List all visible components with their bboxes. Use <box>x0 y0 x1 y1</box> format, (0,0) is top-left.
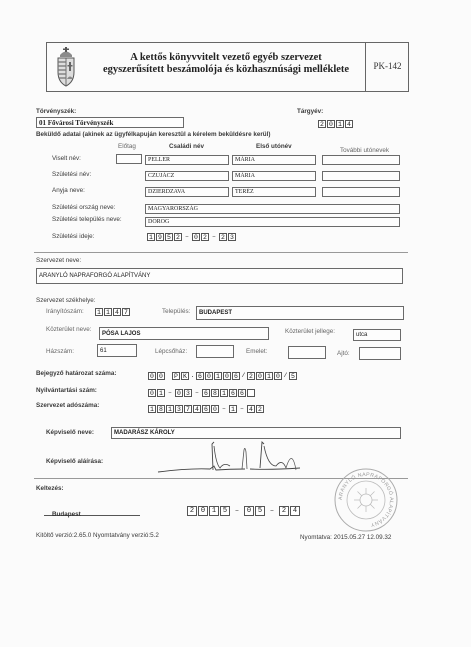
dot-separator: . <box>190 372 195 379</box>
birth-first-field[interactable]: MÁRIA <box>232 171 316 181</box>
resolution-field[interactable] <box>148 372 298 380</box>
name-prefix-field[interactable] <box>116 154 142 164</box>
digit-cell: 3 <box>175 405 183 413</box>
digit-cell: 4 <box>193 405 201 413</box>
birth-other-field[interactable] <box>322 171 400 181</box>
digit-cell: 1 <box>147 233 155 241</box>
seat-label: Szervezet székhelye: <box>36 297 96 304</box>
digit-cell: 6 <box>232 372 240 380</box>
form-title-line1: A kettős könyvvitelt vezető egyéb szervezet <box>130 52 322 63</box>
digit-cell: 4 <box>113 308 121 316</box>
digit-cell: 0 <box>327 120 335 128</box>
form-code: PK-142 <box>373 61 402 71</box>
city-field[interactable]: BUDAPEST <box>196 306 404 320</box>
year-label: Tárgyév: <box>297 108 324 115</box>
dated-date-field[interactable] <box>187 506 301 516</box>
dash-separator: – <box>222 405 226 412</box>
door-label: Ajtó: <box>337 350 350 357</box>
dated-place-value: Budapest <box>52 511 81 518</box>
footer-version: Kitöltő verzió:2.65.0 Nyomtatvány verzió:5.2 <box>36 532 159 539</box>
digit-cell: 8 <box>211 389 219 397</box>
street-label: Közterület neve: <box>46 326 92 333</box>
mother-first-field[interactable]: TERÉZ <box>232 187 316 197</box>
name-first-field[interactable]: MÁRIA <box>232 155 316 165</box>
street-type-field[interactable]: utca <box>353 329 401 341</box>
digit-cell: 1 <box>265 372 273 380</box>
digit-cell: 6 <box>229 389 237 397</box>
digit-cell <box>247 389 255 397</box>
country-label: Születési ország neve: <box>52 204 116 211</box>
digit-cell: 2 <box>187 506 197 516</box>
digit-cell: 4 <box>247 405 255 413</box>
digit-cell: 4 <box>345 120 353 128</box>
digit-cell: 3 <box>184 389 192 397</box>
dash-separator: – <box>195 389 199 396</box>
mother-other-field[interactable] <box>322 187 400 197</box>
digit-cell: 0 <box>274 372 282 380</box>
digit-cell: 1 <box>166 405 174 413</box>
digit-cell: 1 <box>229 405 237 413</box>
dated-place-field[interactable] <box>44 503 140 516</box>
digit-cell: 4 <box>290 506 300 516</box>
date-label: Születési ideje: <box>52 233 95 240</box>
section-divider <box>34 252 408 253</box>
birth-name-label: Születési név: <box>52 171 92 178</box>
country-field[interactable]: MAGYARORSZÁG <box>145 204 400 214</box>
tax-field[interactable] <box>148 405 265 413</box>
digit-cell: 1 <box>209 506 219 516</box>
form-title-line2: egyszerűsített beszámolója és közhasznúsági melléklete <box>102 64 350 75</box>
digit-cell: 7 <box>184 405 192 413</box>
name-family-field[interactable]: PELLER <box>145 155 229 165</box>
house-label: Házszám: <box>46 348 74 355</box>
street-field[interactable]: PÓSA LAJOS <box>99 327 269 340</box>
digit-cell: 9 <box>156 233 164 241</box>
signature-image <box>150 436 330 478</box>
staircase-field[interactable] <box>196 345 234 358</box>
coat-of-arms-icon <box>53 46 79 88</box>
dated-label: Keltezés: <box>36 485 64 492</box>
col-other: További utónevek <box>340 147 390 154</box>
digit-cell: 7 <box>122 308 130 316</box>
digit-cell: 0 <box>148 389 156 397</box>
court-field[interactable]: 01 Fővárosi Törvényszék <box>36 117 184 128</box>
digit-cell: K <box>181 372 189 380</box>
zip-label: Irányítószám: <box>46 308 84 315</box>
digit-cell: 0 <box>157 372 165 380</box>
birth-date-field[interactable] <box>147 233 237 241</box>
digit-cell: 2 <box>279 506 289 516</box>
digit-cell: 5 <box>255 506 265 516</box>
digit-cell: 0 <box>244 506 254 516</box>
mother-family-field[interactable]: DZIERDZAVA <box>145 187 229 197</box>
digit-cell: 1 <box>220 389 228 397</box>
city-label: Település: <box>162 308 191 315</box>
digit-cell: 2 <box>174 233 182 241</box>
digit-cell: 0 <box>198 506 208 516</box>
digit-cell: 1 <box>157 389 165 397</box>
birth-family-field[interactable]: CZUJÁCZ <box>145 171 229 181</box>
sender-heading: Beküldő adatai (akinek az ügyfélkapuján keresztül a kérelem beküldésre kerül) <box>36 131 271 138</box>
mother-label: Anyja neve: <box>52 187 85 194</box>
col-prefix: Előtag <box>118 143 136 150</box>
tax-label: Szervezet adószáma: <box>36 402 100 409</box>
dash-separator: – <box>212 233 216 240</box>
col-family: Családi név <box>169 143 204 150</box>
house-field[interactable]: 61 <box>97 344 137 357</box>
digit-cell: 8 <box>157 405 165 413</box>
zip-field[interactable] <box>95 308 131 316</box>
registry-field[interactable] <box>148 389 256 397</box>
form-title <box>87 52 365 76</box>
org-name-label: Szervezet neve: <box>36 257 82 264</box>
digit-cell: 0 <box>256 372 264 380</box>
digit-cell: 1 <box>336 120 344 128</box>
stamp-ring-text: ARANYLÓ NAPRAFORGÓ ALAPÍTVÁNY <box>337 471 395 528</box>
digit-cell: 6 <box>202 405 210 413</box>
floor-label: Emelet: <box>246 348 268 355</box>
rep-signature-label: Képviselő aláírása: <box>46 458 104 465</box>
org-name-field[interactable]: ARANYLÓ NAPRAFORGÓ ALAPÍTVÁNY <box>36 268 403 284</box>
registry-label: Nyilvántartási szám: <box>36 387 97 394</box>
dash-separator: – <box>168 389 172 396</box>
digit-cell: 6 <box>238 389 246 397</box>
floor-field[interactable] <box>288 346 326 359</box>
slash-separator: / <box>241 372 246 379</box>
dash-separator: – <box>234 507 240 515</box>
resolution-label: Bejegyző határozat száma: <box>36 370 117 377</box>
digit-cell: 6 <box>202 389 210 397</box>
digit-cell: 0 <box>192 233 200 241</box>
form-header <box>46 42 409 92</box>
organization-stamp <box>333 467 399 533</box>
digit-cell: 0 <box>223 372 231 380</box>
year-field[interactable] <box>318 120 354 128</box>
digit-cell: 0 <box>148 372 156 380</box>
digit-cell: 0 <box>211 405 219 413</box>
digit-cell: 1 <box>214 372 222 380</box>
court-label: Törvényszék: <box>36 108 77 115</box>
digit-cell: 2 <box>256 405 264 413</box>
name-other-field[interactable] <box>322 155 400 165</box>
slash-separator: / <box>283 372 288 379</box>
dash-separator: – <box>269 507 275 515</box>
digit-cell: 5 <box>220 506 230 516</box>
digit-cell: 0 <box>205 372 213 380</box>
staircase-label: Lépcsőház: <box>155 348 188 355</box>
digit-cell: 2 <box>318 120 326 128</box>
rep-name-label: Képviselő neve: <box>46 429 94 436</box>
digit-cell: 1 <box>148 405 156 413</box>
place-label: Születési település neve: <box>52 216 122 223</box>
digit-cell: 0 <box>175 389 183 397</box>
dash-separator: – <box>240 405 244 412</box>
dash-separator: – <box>185 233 189 240</box>
digit-cell: 2 <box>247 372 255 380</box>
place-field[interactable]: DOROG <box>145 217 400 227</box>
digit-cell: P <box>172 372 180 380</box>
col-first: Első utónév <box>256 143 292 150</box>
digit-cell: 5 <box>289 372 297 380</box>
digit-cell: 3 <box>228 233 236 241</box>
digit-cell: 2 <box>219 233 227 241</box>
digit-cell: 2 <box>201 233 209 241</box>
digit-cell: 5 <box>165 233 173 241</box>
street-type-label: Közterület jellege: <box>285 328 336 335</box>
footer-printed: Nyomtatva: 2015.05.27 12.09.32 <box>300 534 392 541</box>
digit-cell: 6 <box>196 372 204 380</box>
digit-cell: 1 <box>95 308 103 316</box>
rep-name-field[interactable]: MADARÁSZ KÁROLY <box>111 427 401 439</box>
name-label: Viselt név: <box>52 155 81 162</box>
digit-cell: 1 <box>104 308 112 316</box>
door-field[interactable] <box>359 347 401 360</box>
